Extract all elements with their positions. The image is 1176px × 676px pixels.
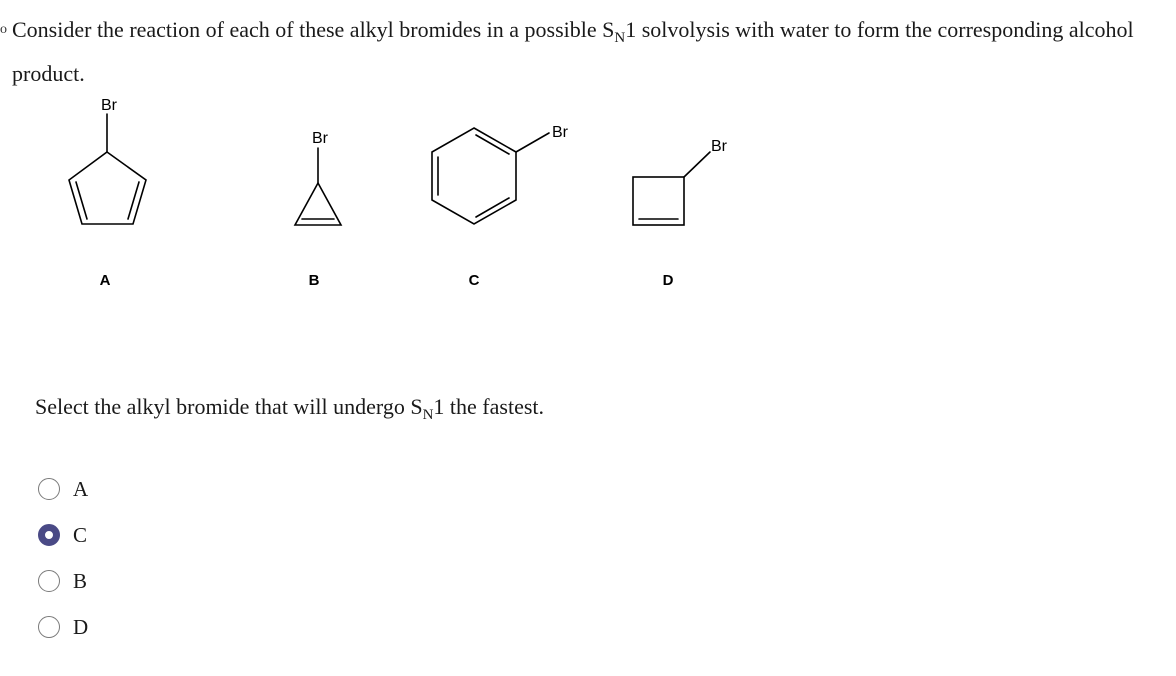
structures-figure	[0, 80, 760, 300]
instruction-text-end: 1 the fastest.	[433, 394, 545, 419]
question-marker: o	[0, 22, 7, 37]
structure-d-br-label: Br	[711, 138, 727, 155]
option-a-radio[interactable]	[38, 478, 60, 500]
prompt-text-end: 1 solvolysis with water to form the corresponding alcohol product.	[12, 17, 1134, 86]
structure-a-br-label: Br	[101, 97, 117, 114]
option-d-label[interactable]: D	[73, 615, 89, 639]
structure-c-label: C	[468, 272, 480, 289]
option-d-radio[interactable]	[38, 616, 60, 638]
option-c-radio[interactable]	[38, 524, 60, 546]
structure-d	[633, 152, 710, 225]
prompt-text-start: Consider the reaction of each of these alkyl bromides in a possible S	[12, 17, 615, 42]
structure-b	[295, 148, 341, 225]
structure-a	[69, 114, 146, 224]
prompt-subscript: N	[614, 30, 626, 46]
option-a-label[interactable]: A	[73, 477, 89, 501]
structure-d-label: D	[662, 272, 674, 289]
option-d[interactable]	[38, 604, 88, 650]
option-c[interactable]	[38, 512, 88, 558]
instruction-subscript: N	[422, 407, 434, 423]
structure-b-label: B	[308, 272, 320, 289]
instruction-text	[35, 389, 544, 433]
structure-a-label: A	[99, 272, 111, 289]
option-c-label[interactable]: C	[73, 523, 88, 547]
instruction-text-start: Select the alkyl bromide that will undergo S	[35, 394, 423, 419]
structure-c	[432, 128, 549, 224]
option-b-radio[interactable]	[38, 570, 60, 592]
answer-options	[38, 466, 88, 650]
structure-b-br-label: Br	[312, 130, 328, 147]
option-a[interactable]	[38, 466, 88, 512]
option-b[interactable]	[38, 558, 88, 604]
option-b-label[interactable]: B	[73, 569, 88, 593]
structure-c-br-label: Br	[552, 124, 568, 141]
